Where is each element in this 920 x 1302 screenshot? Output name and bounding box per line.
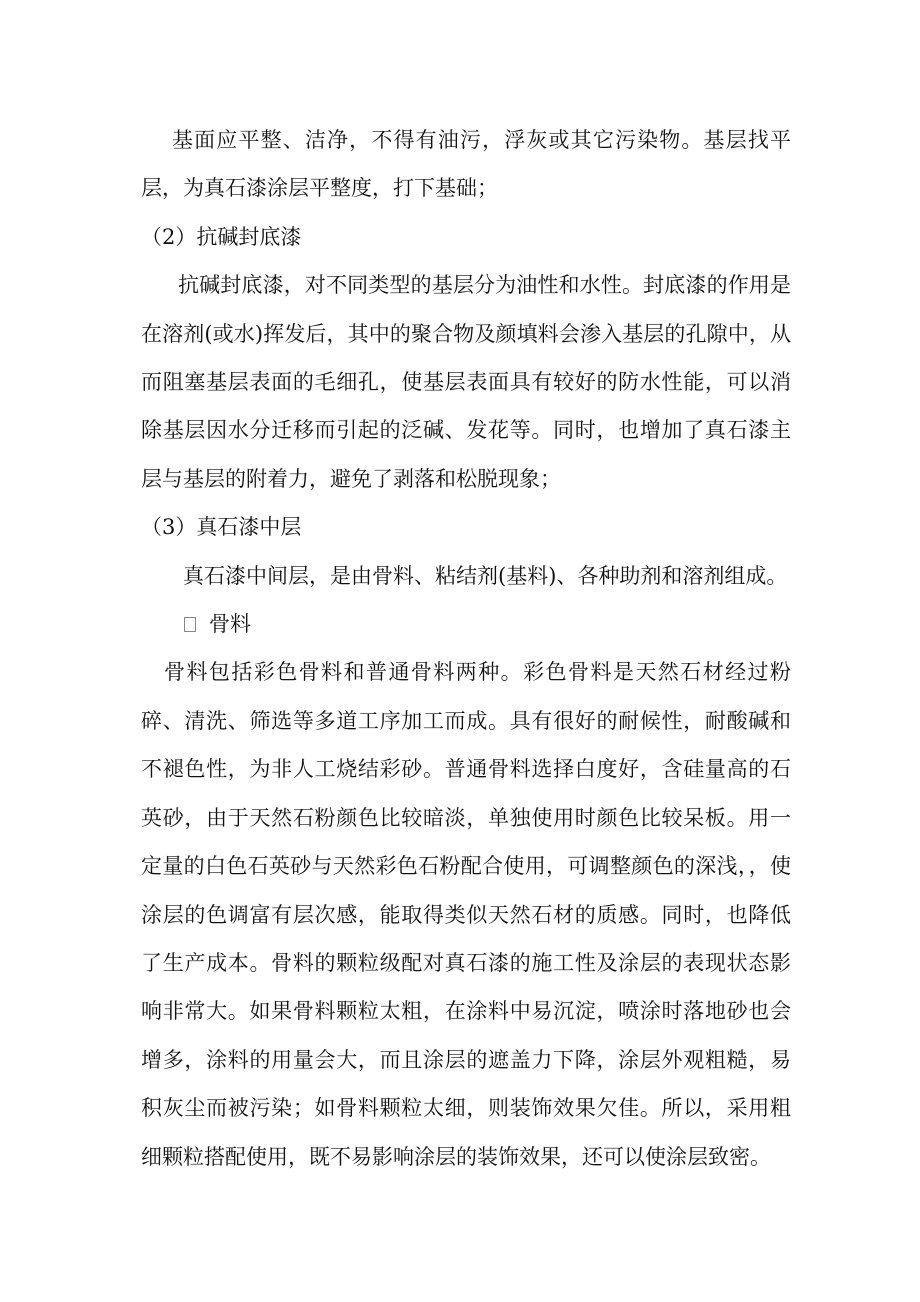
document-body xyxy=(141,116,791,1181)
heading-alkali-primer: （2）抗碱封底漆 xyxy=(141,224,302,249)
heading-middle-coat: （3）真石漆中层 xyxy=(141,515,302,540)
bullet-aggregate xyxy=(141,600,791,648)
paragraph-alkali-primer: 抗碱封底漆，对不同类型的基层分为油性和水性。封底漆的作用是在溶剂(或水)挥发后，其中的聚合物及颜填料会渗入基层的孔隙中，从而阻塞基层表面的毛细孔，使基层表面具有较好的防水性能，可以消除基层因水分迁移而引起的泛碱、发花等。同时，也增加了真石漆主层与基层的附着力，避免了剥落和松脱现象； xyxy=(141,273,791,491)
paragraph-aggregate: 骨料包括彩色骨料和普通骨料两种。彩色骨料是天然石材经过粉碎、清洗、筛选等多道工序加工而成。具有很好的耐候性，耐酸碱和不褪色性，为非人工烧结彩砂。普通骨料选择白度好，含硅量高的石英砂，由于天然石粉颜色比较暗淡，单独使用时颜色比较呆板。用一定量的白色石英砂与天然彩色石粉配合使用，可调整颜色的深浅，，使涂层的色调富有层次感，能取得类似天然石材的质感。同时，也降低了生产成本。骨料的颗粒级配对真石漆的施工性及涂层的表现状态影响非常大。如果骨料颗粒太粗，在涂料中易沉淀，喷涂时落地砂也会增多，涂料的用量会大，而且涂层的遮盖力下降，涂层外观粗糙，易积灰尘而被污染；如骨料颗粒太细，则装饰效果欠佳。所以，采用粗细颗粒搭配使用，既不易影响涂层的装饰效果，还可以使涂层致密。 xyxy=(141,660,791,1169)
bullet-box-icon xyxy=(184,617,196,632)
paragraph-middle-coat: 真石漆中间层，是由骨料、粘结剂(基料)、各种助剂和溶剂组成。 xyxy=(183,563,788,588)
paragraph-base-layer: 基面应平整、洁净，不得有油污，浮灰或其它污染物。基层找平层，为真石漆涂层平整度，打下基础； xyxy=(141,128,791,201)
bullet-aggregate-label: 骨料 xyxy=(209,612,251,637)
